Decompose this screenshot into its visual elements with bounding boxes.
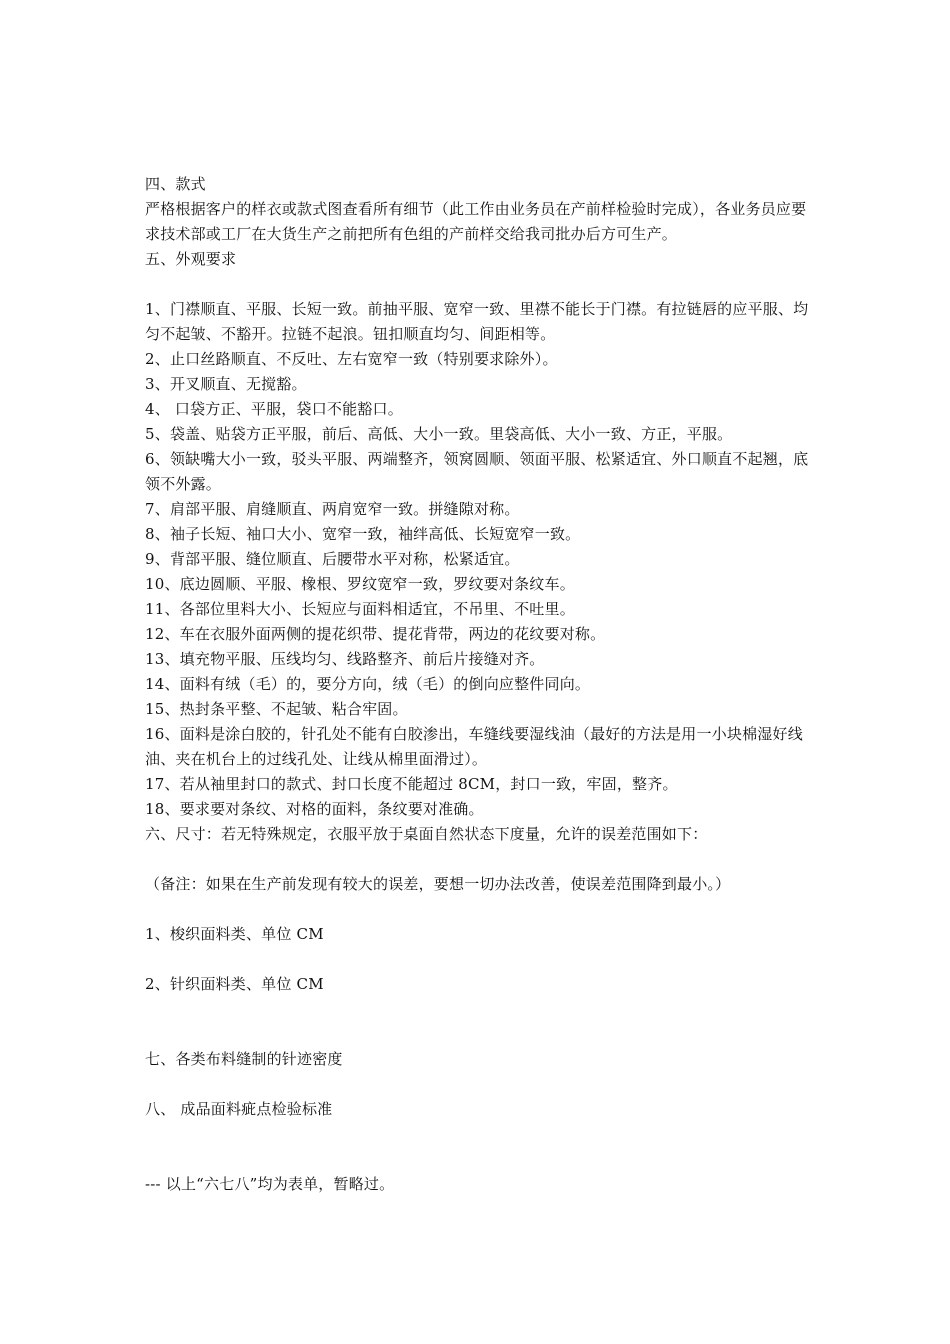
blank-line	[145, 1072, 813, 1097]
section-6-heading: 六、尺寸：若无特殊规定，衣服平放于桌面自然状态下度量，允许的误差范围如下：	[145, 825, 708, 843]
list-item-12: 12、车在衣服外面两侧的提花织带、提花背带，两边的花纹要对称。	[145, 625, 606, 643]
section-6-sub-1: 1、梭织面料类、单位 CM	[145, 925, 324, 943]
list-item-4: 4、 口袋方正、平服，袋口不能豁口。	[145, 400, 403, 418]
document-page	[145, 172, 813, 1197]
section-7-heading: 七、各类布料缝制的针迹密度	[145, 1050, 343, 1068]
list-item-11: 11、各部位里料大小、长短应与面料相适宜，不吊里、不吐里。	[145, 600, 575, 618]
list-item-9: 9、背部平服、缝位顺直、后腰带水平对称，松紧适宜。	[145, 550, 520, 568]
blank-line	[145, 1122, 813, 1172]
blank-line	[145, 272, 813, 297]
blank-line	[145, 897, 813, 922]
section-4-heading: 四、款式	[145, 175, 206, 193]
blank-line	[145, 947, 813, 972]
blank-line	[145, 997, 813, 1047]
list-item-16: 16、面料是涂白胶的，针孔处不能有白胶渗出，车缝线要湿线油（最好的方法是用一小块棉湿好线油、夹在机台上的过线孔处、让线从棉里面滑过）。	[145, 725, 803, 768]
list-item-17: 17、若从袖里封口的款式、封口长度不能超过 8CM，封口一致，牢固，整齐。	[145, 775, 678, 793]
list-item-1: 1、门襟顺直、平服、长短一致。前抽平服、宽窄一致、里襟不能长于门襟。有拉链唇的应平服、均匀不起皱、不豁开。拉链不起浪。钮扣顺直均匀、间距相等。	[145, 300, 809, 343]
list-item-3: 3、开叉顺直、无搅豁。	[145, 375, 307, 393]
list-item-18: 18、要求要对条纹、对格的面料，条纹要对准确。	[145, 800, 484, 818]
list-item-5: 5、袋盖、贴袋方正平服，前后、高低、大小一致。里袋高低、大小一致、方正，平服。	[145, 425, 733, 443]
section-4-body: 严格根据客户的样衣或款式图查看所有细节（此工作由业务员在产前样检验时完成），各业务员应要求技术部或工厂在大货生产之前把所有色组的产前样交给我司批办后方可生产。	[145, 200, 807, 243]
list-item-15: 15、热封条平整、不起皱、粘合牢固。	[145, 700, 408, 718]
list-item-14: 14、面料有绒（毛）的，要分方向，绒（毛）的倒向应整件同向。	[145, 675, 591, 693]
blank-line	[145, 847, 813, 872]
list-item-13: 13、填充物平服、压线均匀、线路整齐、前后片接缝对齐。	[145, 650, 545, 668]
list-item-6: 6、领缺嘴大小一致，驳头平服、两端整齐，领窝圆顺、领面平服、松紧适宜、外口顺直不起翘，底领不外露。	[145, 450, 809, 493]
section-6-note: （备注：如果在生产前发现有较大的误差，要想一切办法改善，使误差范围降到最小。）	[145, 875, 731, 893]
section-6-sub-2: 2、针织面料类、单位 CM	[145, 975, 324, 993]
list-item-2: 2、止口丝路顺直、不反吐、左右宽窄一致（特别要求除外）。	[145, 350, 558, 368]
list-item-7: 7、肩部平服、肩缝顺直、两肩宽窄一致。拼缝隙对称。	[145, 500, 520, 518]
footer-note: --- 以上“六七八”均为表单，暂略过。	[145, 1175, 395, 1193]
list-item-10: 10、底边圆顺、平服、橡根、罗纹宽窄一致，罗纹要对条纹车。	[145, 575, 575, 593]
section-5-heading: 五、外观要求	[145, 250, 237, 268]
section-8-heading: 八、 成品面料疵点检验标准	[145, 1100, 333, 1118]
list-item-8: 8、袖子长短、袖口大小、宽窄一致，袖绊高低、长短宽窄一致。	[145, 525, 581, 543]
